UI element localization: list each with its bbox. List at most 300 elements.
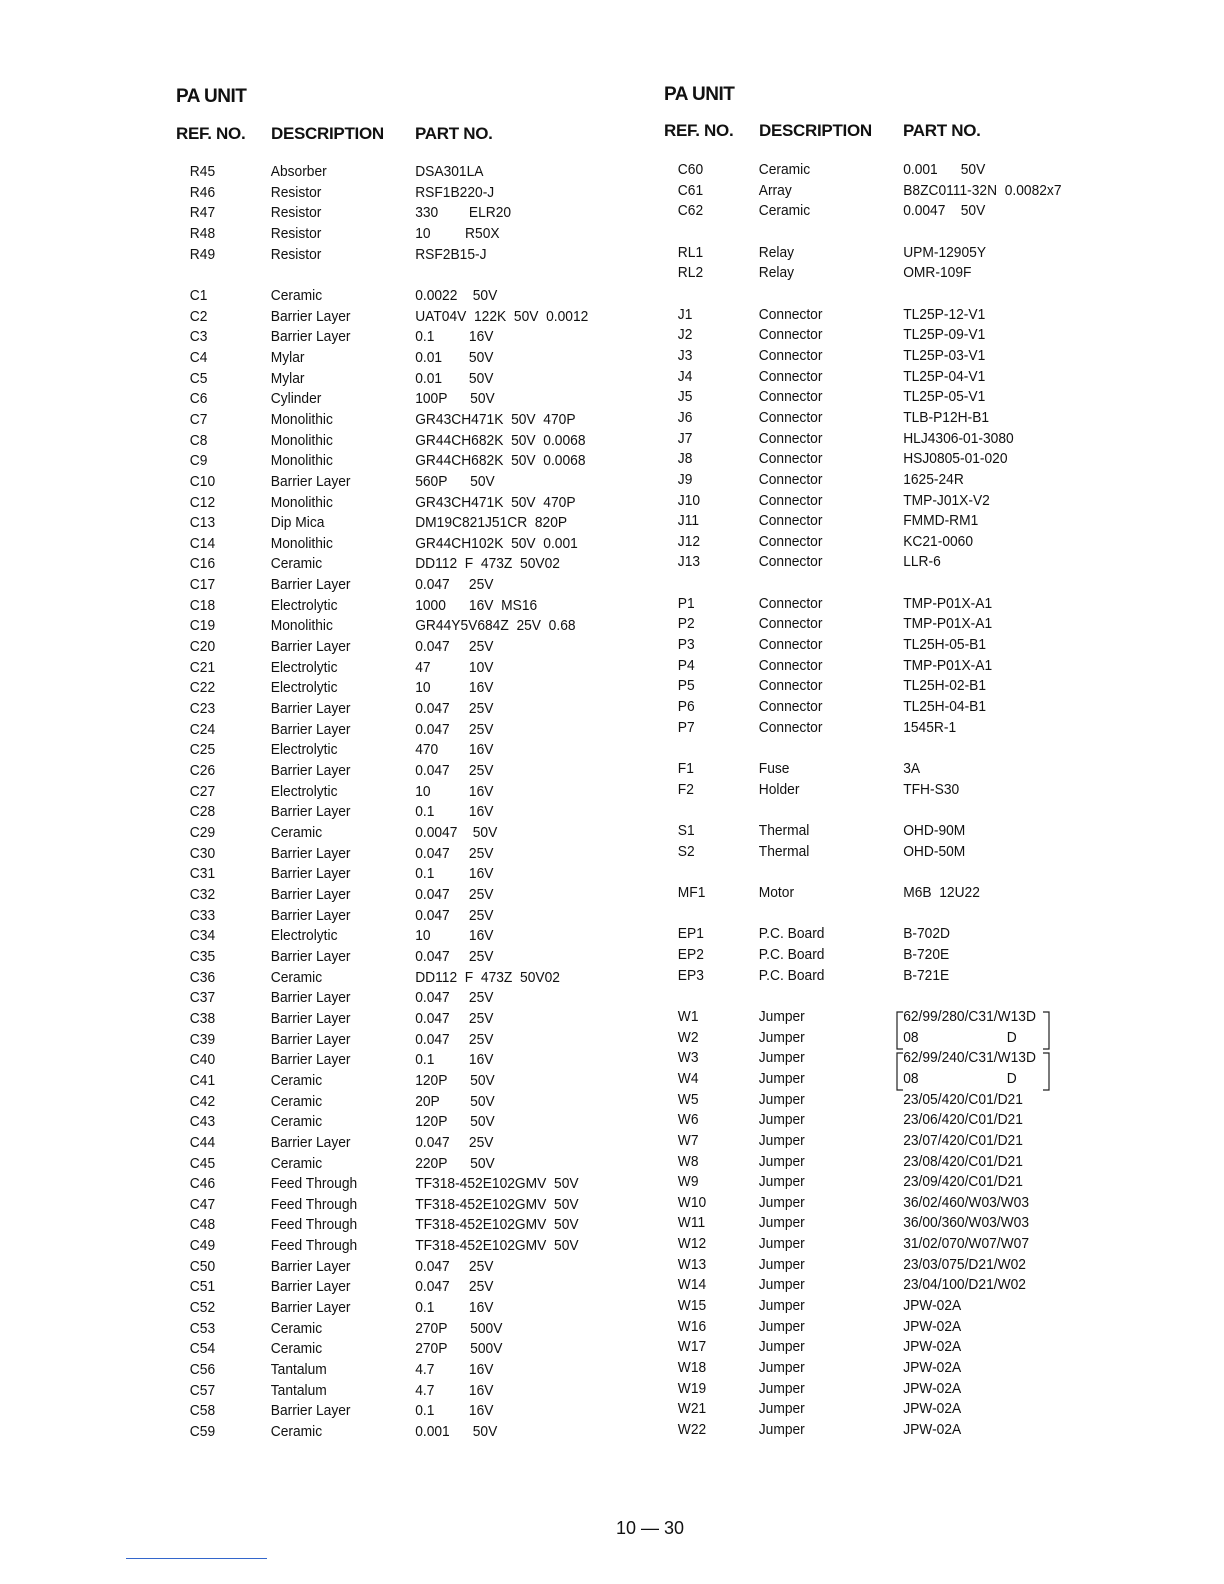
description: Barrier Layer xyxy=(270,1051,351,1069)
ref-no: C23 xyxy=(189,700,216,718)
part-row xyxy=(664,945,1106,966)
parts-list xyxy=(176,162,656,1443)
part-no: 0.001 50V xyxy=(903,161,986,178)
part-row xyxy=(176,513,618,534)
part-row xyxy=(664,532,1106,553)
part-no: 10 16V xyxy=(415,782,494,800)
description: Barrier Layer xyxy=(270,638,351,656)
description: Jumper xyxy=(758,1131,805,1149)
spacer-row xyxy=(664,800,1106,821)
part-no: DD112 F 473Z 50V02 xyxy=(415,555,560,573)
ref-no: W9 xyxy=(677,1173,699,1191)
part-no: TL25P-09-V1 xyxy=(903,326,986,344)
description: Connector xyxy=(758,429,823,447)
ref-no: C14 xyxy=(189,534,216,552)
ref-no: EP3 xyxy=(677,966,704,984)
ref-no: J10 xyxy=(677,491,701,509)
description: Monolithic xyxy=(270,410,333,428)
part-no: HLJ4306-01-3080 xyxy=(903,429,1014,447)
description: Tantalum xyxy=(270,1361,327,1379)
description: Jumper xyxy=(758,1090,805,1108)
spacer-row xyxy=(664,573,1106,594)
description: Jumper xyxy=(758,1276,805,1294)
part-row xyxy=(664,243,1106,264)
part-row xyxy=(176,1092,618,1113)
part-row xyxy=(176,782,618,803)
part-row xyxy=(664,1152,1106,1173)
description: Ceramic xyxy=(758,161,811,178)
ref-no: P4 xyxy=(677,656,695,674)
part-no: 220P 50V xyxy=(415,1154,495,1172)
ref-no: C47 xyxy=(189,1195,216,1213)
part-row xyxy=(176,369,618,390)
part-row xyxy=(176,203,618,224)
part-row xyxy=(176,761,618,782)
description: Barrier Layer xyxy=(270,328,351,346)
description: Resistor xyxy=(270,204,322,222)
part-no: 0.047 25V xyxy=(415,906,494,924)
part-row xyxy=(664,181,1106,202)
part-no: TFH-S30 xyxy=(903,780,960,798)
part-row xyxy=(176,307,618,328)
ref-no: C20 xyxy=(189,638,216,656)
description: Feed Through xyxy=(270,1175,358,1193)
header-part-no: PART NO. xyxy=(903,121,981,140)
part-row xyxy=(664,511,1106,532)
part-row xyxy=(664,429,1106,450)
unit-title: PA UNIT xyxy=(176,86,247,107)
part-row xyxy=(176,1381,618,1402)
description: Barrier Layer xyxy=(270,1133,351,1151)
part-no: 4.7 16V xyxy=(415,1361,494,1379)
ref-no: W5 xyxy=(677,1090,699,1108)
part-no: 270P 500V xyxy=(415,1340,503,1358)
part-row xyxy=(664,1213,1106,1234)
ref-no: C33 xyxy=(189,906,216,924)
ref-no: C29 xyxy=(189,824,216,841)
ref-no: C30 xyxy=(189,844,216,862)
description: Jumper xyxy=(758,1173,805,1191)
ref-no: C57 xyxy=(189,1381,216,1399)
part-no: 470 16V xyxy=(415,741,494,759)
ref-no: C4 xyxy=(189,348,208,366)
description: Ceramic xyxy=(270,1423,323,1441)
part-row xyxy=(176,327,618,348)
part-row xyxy=(664,1358,1106,1379)
part-no: GR44CH102K 50V 0.001 xyxy=(415,534,578,552)
description: Barrier Layer xyxy=(270,885,351,903)
header-description: DESCRIPTION xyxy=(759,121,872,140)
ref-no: P3 xyxy=(677,636,695,654)
ref-no: W1 xyxy=(677,1007,699,1025)
ref-no: J7 xyxy=(677,429,693,447)
description: Electrolytic xyxy=(270,658,338,676)
part-no: 0.047 25V xyxy=(415,947,494,965)
part-row xyxy=(176,968,618,989)
description: Connector xyxy=(758,305,823,323)
ref-no: W19 xyxy=(677,1379,707,1397)
ref-no: R48 xyxy=(189,224,216,242)
part-row xyxy=(176,1009,618,1030)
part-no: 0.01 50V xyxy=(415,369,494,387)
ref-no: R49 xyxy=(189,245,216,263)
description: Resistor xyxy=(270,224,322,242)
ref-no: EP1 xyxy=(677,925,704,943)
description: Jumper xyxy=(758,1400,805,1418)
ref-no: W2 xyxy=(677,1028,699,1046)
description: Barrier Layer xyxy=(270,1009,351,1027)
part-no: TL25P-05-V1 xyxy=(903,388,986,406)
ref-no: W17 xyxy=(677,1338,707,1356)
ref-no: C60 xyxy=(677,161,704,178)
part-no: 0.1 16V xyxy=(415,1402,494,1420)
description: Connector xyxy=(758,615,823,633)
ref-no: C49 xyxy=(189,1237,216,1255)
part-no: LLR-6 xyxy=(903,553,941,571)
description: Jumper xyxy=(758,1214,805,1232)
description: Connector xyxy=(758,408,823,426)
part-row xyxy=(176,947,618,968)
description: Thermal xyxy=(758,842,810,860)
part-row xyxy=(664,1379,1106,1400)
ref-no: C25 xyxy=(189,741,216,759)
part-row xyxy=(176,554,618,575)
part-row xyxy=(176,451,618,472)
part-row xyxy=(664,676,1106,697)
part-no: 0.047 25V xyxy=(415,1009,494,1027)
part-row xyxy=(664,594,1106,615)
ref-no: C61 xyxy=(677,181,704,199)
ref-no: R46 xyxy=(189,183,216,201)
description: Electrolytic xyxy=(270,679,338,697)
part-no: TF318-452E102GMV 50V xyxy=(415,1195,579,1213)
ref-no: R47 xyxy=(189,204,216,222)
part-no: TMP-P01X-A1 xyxy=(903,656,993,674)
part-no: 0.047 25V xyxy=(415,700,494,718)
part-row xyxy=(176,1401,618,1422)
part-row xyxy=(176,1112,618,1133)
ref-no: RL2 xyxy=(677,264,704,282)
ref-no: C41 xyxy=(189,1071,216,1089)
part-no: 0.047 25V xyxy=(415,638,494,656)
description: Jumper xyxy=(758,1317,805,1335)
part-no: UPM-12905Y xyxy=(903,243,987,261)
ref-no: W22 xyxy=(677,1421,707,1439)
part-no: 560P 50V xyxy=(415,472,495,490)
description: Connector xyxy=(758,553,823,571)
part-row xyxy=(664,821,1106,842)
part-row xyxy=(176,1360,618,1381)
description: Ceramic xyxy=(270,1319,323,1337)
ref-no: C53 xyxy=(189,1319,216,1337)
part-row xyxy=(664,325,1106,346)
part-row xyxy=(664,552,1106,573)
part-row xyxy=(664,614,1106,635)
part-row xyxy=(664,1069,1106,1090)
description: Fuse xyxy=(758,760,790,778)
part-no: 10 R50X xyxy=(415,224,500,242)
description: Ceramic xyxy=(758,202,811,220)
ref-no: C35 xyxy=(189,947,216,965)
part-row xyxy=(664,842,1106,863)
description: Barrier Layer xyxy=(270,844,351,862)
header-part-no: PART NO. xyxy=(415,124,493,143)
description: Connector xyxy=(758,512,823,530)
spacer-row xyxy=(664,222,1106,243)
ref-no: C5 xyxy=(189,369,208,387)
ref-no: J3 xyxy=(677,346,693,364)
description: Connector xyxy=(758,698,823,716)
parts-list xyxy=(664,160,1144,1441)
ref-no: F1 xyxy=(677,760,694,778)
part-no: 0.1 16V xyxy=(415,328,494,346)
description: Monolithic xyxy=(270,431,333,449)
ref-no: C32 xyxy=(189,885,216,903)
part-row xyxy=(664,449,1106,470)
part-no: HSJ0805-01-020 xyxy=(903,450,1008,468)
ref-no: W7 xyxy=(677,1131,699,1149)
description: Connector xyxy=(758,388,823,406)
ref-no: J1 xyxy=(677,305,693,323)
part-no: 0.047 25V xyxy=(415,720,494,738)
part-row xyxy=(176,678,618,699)
description: Barrier Layer xyxy=(270,1278,351,1296)
part-no: GR44CH682K 50V 0.0068 xyxy=(415,431,586,449)
part-no: 0.047 25V xyxy=(415,1257,494,1275)
description: Jumper xyxy=(758,1421,805,1439)
part-row xyxy=(176,988,618,1009)
part-row xyxy=(176,1050,618,1071)
part-no: TF318-452E102GMV 50V xyxy=(415,1175,579,1193)
part-row xyxy=(664,1420,1106,1441)
ref-no: C38 xyxy=(189,1009,216,1027)
ref-no: C52 xyxy=(189,1299,216,1317)
part-no: RSF1B220-J xyxy=(415,183,495,201)
part-row xyxy=(176,1277,618,1298)
header-ref-no: REF. NO. xyxy=(176,124,246,143)
ref-no: W6 xyxy=(677,1111,699,1129)
part-row xyxy=(176,183,618,204)
ref-no: J5 xyxy=(677,388,693,406)
part-no: 0.047 25V xyxy=(415,1030,494,1048)
part-row xyxy=(664,635,1106,656)
ref-no: W10 xyxy=(677,1193,707,1211)
part-row xyxy=(176,658,618,679)
description: Monolithic xyxy=(270,493,333,511)
part-no: OHD-50M xyxy=(903,842,966,860)
description: Barrier Layer xyxy=(270,720,351,738)
footer-rule xyxy=(126,1558,267,1559)
description: Cylinder xyxy=(270,390,322,408)
spacer-row xyxy=(664,904,1106,925)
part-no: 1000 16V MS16 xyxy=(415,596,538,614)
part-row xyxy=(176,802,618,823)
description: Relay xyxy=(758,243,795,261)
part-row xyxy=(176,286,618,307)
description: Jumper xyxy=(758,1069,805,1087)
part-no: RSF2B15-J xyxy=(415,245,487,263)
description: Barrier Layer xyxy=(270,989,351,1007)
part-row xyxy=(664,263,1106,284)
part-no: OHD-90M xyxy=(903,822,966,839)
part-row xyxy=(176,493,618,514)
part-no: TL25H-05-B1 xyxy=(903,636,987,654)
part-row xyxy=(176,534,618,555)
ref-no: C46 xyxy=(189,1175,216,1193)
description: Ceramic xyxy=(270,1340,323,1358)
part-row xyxy=(176,1298,618,1319)
part-no: TL25P-12-V1 xyxy=(903,305,986,323)
part-no: 1545R-1 xyxy=(903,718,957,736)
part-row xyxy=(176,162,618,183)
description: Absorber xyxy=(270,163,327,180)
ref-no: S2 xyxy=(677,842,695,860)
description: Jumper xyxy=(758,1007,805,1025)
ref-no: C9 xyxy=(189,452,208,470)
part-no: B-720E xyxy=(903,945,950,963)
description: Connector xyxy=(758,677,823,695)
part-no: TF318-452E102GMV 50V xyxy=(415,1237,579,1255)
ref-no: C34 xyxy=(189,927,216,945)
description: Connector xyxy=(758,450,823,468)
ref-no: P1 xyxy=(677,594,695,612)
part-row xyxy=(176,348,618,369)
ref-no: C17 xyxy=(189,576,216,594)
description: Ceramic xyxy=(270,286,323,304)
part-no: JPW-02A xyxy=(903,1297,962,1315)
ref-no: W11 xyxy=(677,1214,706,1232)
part-no: KC21-0060 xyxy=(903,532,974,550)
header-ref-no: REF. NO. xyxy=(664,121,734,140)
part-row xyxy=(664,656,1106,677)
ref-no: C42 xyxy=(189,1092,216,1110)
ref-no: J6 xyxy=(677,408,693,426)
description: Dip Mica xyxy=(270,514,325,532)
description: Resistor xyxy=(270,183,322,201)
description: Resistor xyxy=(270,245,322,263)
part-no: 3A xyxy=(903,760,921,778)
description: P.C. Board xyxy=(758,925,825,943)
part-no: GR43CH471K 50V 470P xyxy=(415,493,576,511)
part-no: TLB-P12H-B1 xyxy=(903,408,990,426)
spacer-row xyxy=(664,284,1106,305)
description: Connector xyxy=(758,470,823,488)
part-row xyxy=(176,224,618,245)
part-row xyxy=(176,864,618,885)
part-row xyxy=(176,823,618,844)
spacer-row xyxy=(664,862,1106,883)
ref-no: C21 xyxy=(189,658,216,676)
description: Electrolytic xyxy=(270,782,338,800)
part-no: 0.047 25V xyxy=(415,844,494,862)
ref-no: C26 xyxy=(189,762,216,780)
part-no: B8ZC0111-32N 0.0082x7 xyxy=(903,181,1062,199)
page-number: 10 — 30 xyxy=(615,1518,685,1538)
description: Connector xyxy=(758,636,823,654)
ref-no: P7 xyxy=(677,718,695,736)
part-no: DD112 F 473Z 50V02 xyxy=(415,968,560,986)
description: Connector xyxy=(758,656,823,674)
ref-no: C18 xyxy=(189,596,216,614)
description: Jumper xyxy=(758,1028,805,1046)
part-row xyxy=(664,1317,1106,1338)
description: Barrier Layer xyxy=(270,803,351,821)
description: Connector xyxy=(758,491,823,509)
ref-no: C1 xyxy=(189,286,208,304)
part-no: 0.047 25V xyxy=(415,1278,494,1296)
part-row xyxy=(664,1193,1106,1214)
description: Barrier Layer xyxy=(270,472,351,490)
part-no: 270P 500V xyxy=(415,1319,503,1337)
part-row xyxy=(664,1255,1106,1276)
ref-no: C40 xyxy=(189,1051,216,1069)
part-no: 0.047 25V xyxy=(415,762,494,780)
description: Ceramic xyxy=(270,1071,323,1089)
description: Barrier Layer xyxy=(270,307,351,325)
description: P.C. Board xyxy=(758,945,825,963)
part-row xyxy=(176,1236,618,1257)
description: Jumper xyxy=(758,1255,805,1273)
part-row xyxy=(664,1275,1106,1296)
part-no: GR44Y5V684Z 25V 0.68 xyxy=(415,617,576,635)
part-no: 0.1 16V xyxy=(415,1299,494,1317)
ref-no: C59 xyxy=(189,1423,216,1441)
description: Connector xyxy=(758,326,823,344)
part-no: 0.047 25V xyxy=(415,1133,494,1151)
part-row xyxy=(664,759,1106,780)
ref-no: C48 xyxy=(189,1216,216,1234)
description: Barrier Layer xyxy=(270,1402,351,1420)
description: Barrier Layer xyxy=(270,1030,351,1048)
ref-no: C12 xyxy=(189,493,216,511)
part-row xyxy=(176,1195,618,1216)
ref-no: MF1 xyxy=(677,883,706,901)
ref-no: W12 xyxy=(677,1235,707,1253)
description: Monolithic xyxy=(270,452,333,470)
part-row xyxy=(664,1131,1106,1152)
part-no: 47 10V xyxy=(415,658,494,676)
part-no: 23/04/100/D21/W02 xyxy=(903,1276,1026,1294)
part-no: DSA301LA xyxy=(415,163,484,180)
ref-no: C19 xyxy=(189,617,216,635)
part-no: M6B 12U22 xyxy=(903,883,980,901)
ref-no: C2 xyxy=(189,307,208,325)
description: Jumper xyxy=(758,1152,805,1170)
part-no: JPW-02A xyxy=(903,1421,962,1439)
ref-no: C56 xyxy=(189,1361,216,1379)
description: Thermal xyxy=(758,822,810,839)
part-row xyxy=(664,367,1106,388)
part-row xyxy=(176,431,618,452)
description: Barrier Layer xyxy=(270,865,351,883)
part-no: 0.047 25V xyxy=(415,576,494,594)
part-no: 20P 50V xyxy=(415,1092,495,1110)
part-no: 0.0047 50V xyxy=(903,202,986,220)
part-row xyxy=(176,410,618,431)
part-no: GR44CH682K 50V 0.0068 xyxy=(415,452,586,470)
description: Ceramic xyxy=(270,1092,323,1110)
part-row xyxy=(176,906,618,927)
description: Barrier Layer xyxy=(270,1299,351,1317)
description: Feed Through xyxy=(270,1216,358,1234)
part-no: 0.1 16V xyxy=(415,865,494,883)
part-no: 10 16V xyxy=(415,927,494,945)
part-row xyxy=(664,1337,1106,1358)
part-no: 0.0047 50V xyxy=(415,824,498,841)
description: Jumper xyxy=(758,1111,805,1129)
part-row xyxy=(176,1174,618,1195)
part-no: TMP-J01X-V2 xyxy=(903,491,990,509)
